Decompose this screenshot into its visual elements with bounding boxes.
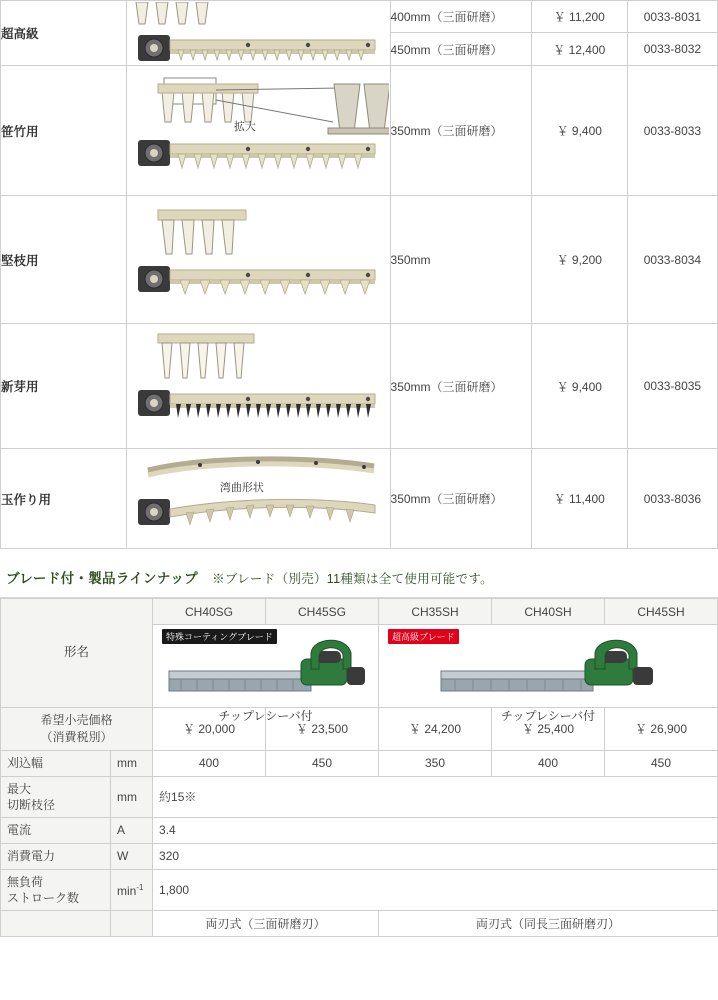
blade-code: 0033-8033 <box>627 66 717 196</box>
row-label-price <box>1 708 153 751</box>
unit-superscript: -1 <box>136 882 144 892</box>
row-unit-blade-type <box>111 911 153 937</box>
blade-name-cell: 堅枝用 <box>1 196 127 324</box>
row-label-cutting-width: 刈込幅 <box>1 750 111 776</box>
price-ch35sh: ￥ 24,200 <box>379 708 492 751</box>
row-label-model: 形名 <box>1 599 153 708</box>
table-row <box>1 449 718 549</box>
table-row <box>1 324 718 449</box>
product-photo-sh <box>379 625 718 723</box>
blade-spec: 400mm（三面研磨） <box>390 1 531 33</box>
row-unit-current: A <box>111 817 153 843</box>
row-label-power: 消費電力 <box>1 843 111 869</box>
blade-code: 0033-8032 <box>627 33 717 66</box>
cutting-width-ch35sh: 350 <box>379 750 492 776</box>
section-note: ※ブレード（別売）11種類は全て使用可能です。 <box>212 572 493 586</box>
blade-name-cell: 玉作り用 <box>1 449 127 549</box>
max-branch-value: 約15※ <box>153 776 718 817</box>
blade-price: ￥ 9,200 <box>531 196 627 324</box>
blade-image-cell-superior <box>127 1 390 66</box>
row-label-max-branch-line2: 切断枝径 <box>7 797 56 812</box>
row-unit-power: W <box>111 843 153 869</box>
blade-name-cell: 新芽用 <box>1 324 127 449</box>
row-unit-max-branch: mm <box>111 776 153 817</box>
blade-spec: 350mm（三面研磨） <box>390 324 531 449</box>
blade-art-svg <box>128 70 389 192</box>
blade-price: ￥ 9,400 <box>531 324 627 449</box>
price-ch45sh: ￥ 26,900 <box>605 708 718 751</box>
blade-code: 0033-8035 <box>627 324 717 449</box>
row-label-stroke-rate <box>1 869 111 910</box>
blade-artwork-sasa <box>128 70 389 192</box>
blade-spec: 350mm <box>390 196 531 324</box>
price-ch45sg: ￥ 23,500 <box>266 708 379 751</box>
row-label-max-branch <box>1 776 111 817</box>
section-title: ブレード付・製品ラインナップ <box>6 571 198 586</box>
badge-superior-blade: 超高級ブレード <box>388 629 459 644</box>
blade-art-svg <box>128 2 389 65</box>
blade-code: 0033-8031 <box>627 1 717 33</box>
table-row <box>1 66 718 196</box>
art-label-curved: 湾曲形状 <box>219 481 264 494</box>
blade-artwork-curved <box>128 453 389 545</box>
section-heading <box>6 567 718 587</box>
blade-art-svg <box>128 453 389 545</box>
blade-name-cell: 超高級 <box>1 1 127 66</box>
model-header-ch45sh: CH45SH <box>605 599 718 625</box>
blade-code: 0033-8034 <box>627 196 717 324</box>
table-row-power <box>1 843 718 869</box>
cutting-width-ch45sg: 450 <box>266 750 379 776</box>
blade-type-sh: 両刃式（同長三面研磨刃） <box>379 911 718 937</box>
price-ch40sh: ￥ 25,400 <box>492 708 605 751</box>
product-photo-sg <box>153 625 379 723</box>
table-row-cutting-width <box>1 750 718 776</box>
power-value: 320 <box>153 843 718 869</box>
photo-caption-sg: チップレシーバ付 <box>218 709 313 723</box>
hedge-trimmer-sh-illustration <box>433 629 663 703</box>
blade-code: 0033-8036 <box>627 449 717 549</box>
blade-spec: 350mm（三面研磨） <box>390 449 531 549</box>
photo-caption-sh: チップレシーバ付 <box>500 709 596 723</box>
blade-spec: 350mm（三面研磨） <box>390 66 531 196</box>
cutting-width-ch40sg: 400 <box>153 750 266 776</box>
row-label-max-branch-line1: 最大 <box>7 781 32 796</box>
blade-art-svg <box>128 328 389 445</box>
stroke-rate-value: 1,800 <box>153 869 718 910</box>
table-row <box>1 196 718 324</box>
product-lineup-table <box>0 598 718 937</box>
blade-price: ￥ 9,400 <box>531 66 627 196</box>
blade-art-svg <box>128 200 389 320</box>
model-header-ch40sh: CH40SH <box>492 599 605 625</box>
row-label-price-line1: 希望小売価格 <box>40 713 113 727</box>
photo-wrap-sh <box>385 629 711 723</box>
photo-wrap-sg <box>159 629 372 723</box>
row-label-stroke-rate-line2: ストローク数 <box>7 891 80 906</box>
cutting-width-ch45sh: 450 <box>605 750 718 776</box>
current-value: 3.4 <box>153 817 718 843</box>
blade-price: ￥ 11,200 <box>531 1 627 33</box>
art-label-zoom: 拡大 <box>233 120 256 133</box>
model-header-ch35sh: CH35SH <box>379 599 492 625</box>
blade-image-cell-hard <box>127 196 390 324</box>
unit-base: min <box>117 883 137 898</box>
table-row-max-branch <box>1 776 718 817</box>
model-header-ch40sg: CH40SG <box>153 599 266 625</box>
price-ch40sg: ￥ 20,000 <box>153 708 266 751</box>
table-row-stroke-rate <box>1 869 718 910</box>
row-label-stroke-rate-line1: 無負荷 <box>7 874 44 889</box>
blade-image-cell-newbud <box>127 324 390 449</box>
blade-image-cell-curved <box>127 449 390 549</box>
blade-spec: 450mm（三面研磨） <box>390 33 531 66</box>
blade-price: ￥ 12,400 <box>531 33 627 66</box>
table-row <box>1 1 718 33</box>
blade-price: ￥ 11,400 <box>531 449 627 549</box>
row-unit-stroke-rate <box>111 869 153 910</box>
blade-artwork-hard <box>128 200 389 320</box>
badge-coating-blade: 特殊コーティングブレード <box>162 629 277 644</box>
model-header-ch45sg: CH45SG <box>266 599 379 625</box>
blade-artwork-superior <box>128 2 389 65</box>
row-label-price-line2: （消費税別） <box>40 729 113 744</box>
table-row-current <box>1 817 718 843</box>
table-row-blade-type <box>1 911 718 937</box>
row-label-current: 電流 <box>1 817 111 843</box>
table-row-model-names <box>1 599 718 625</box>
blade-type-sg: 両刃式（三面研磨刃） <box>153 911 379 937</box>
blade-artwork-newbud <box>128 328 389 445</box>
blade-name-cell: 笹竹用 <box>1 66 127 196</box>
row-label-blade-type <box>1 911 111 937</box>
cutting-width-ch40sh: 400 <box>492 750 605 776</box>
blade-image-cell-sasa <box>127 66 390 196</box>
row-unit-cutting-width: mm <box>111 750 153 776</box>
